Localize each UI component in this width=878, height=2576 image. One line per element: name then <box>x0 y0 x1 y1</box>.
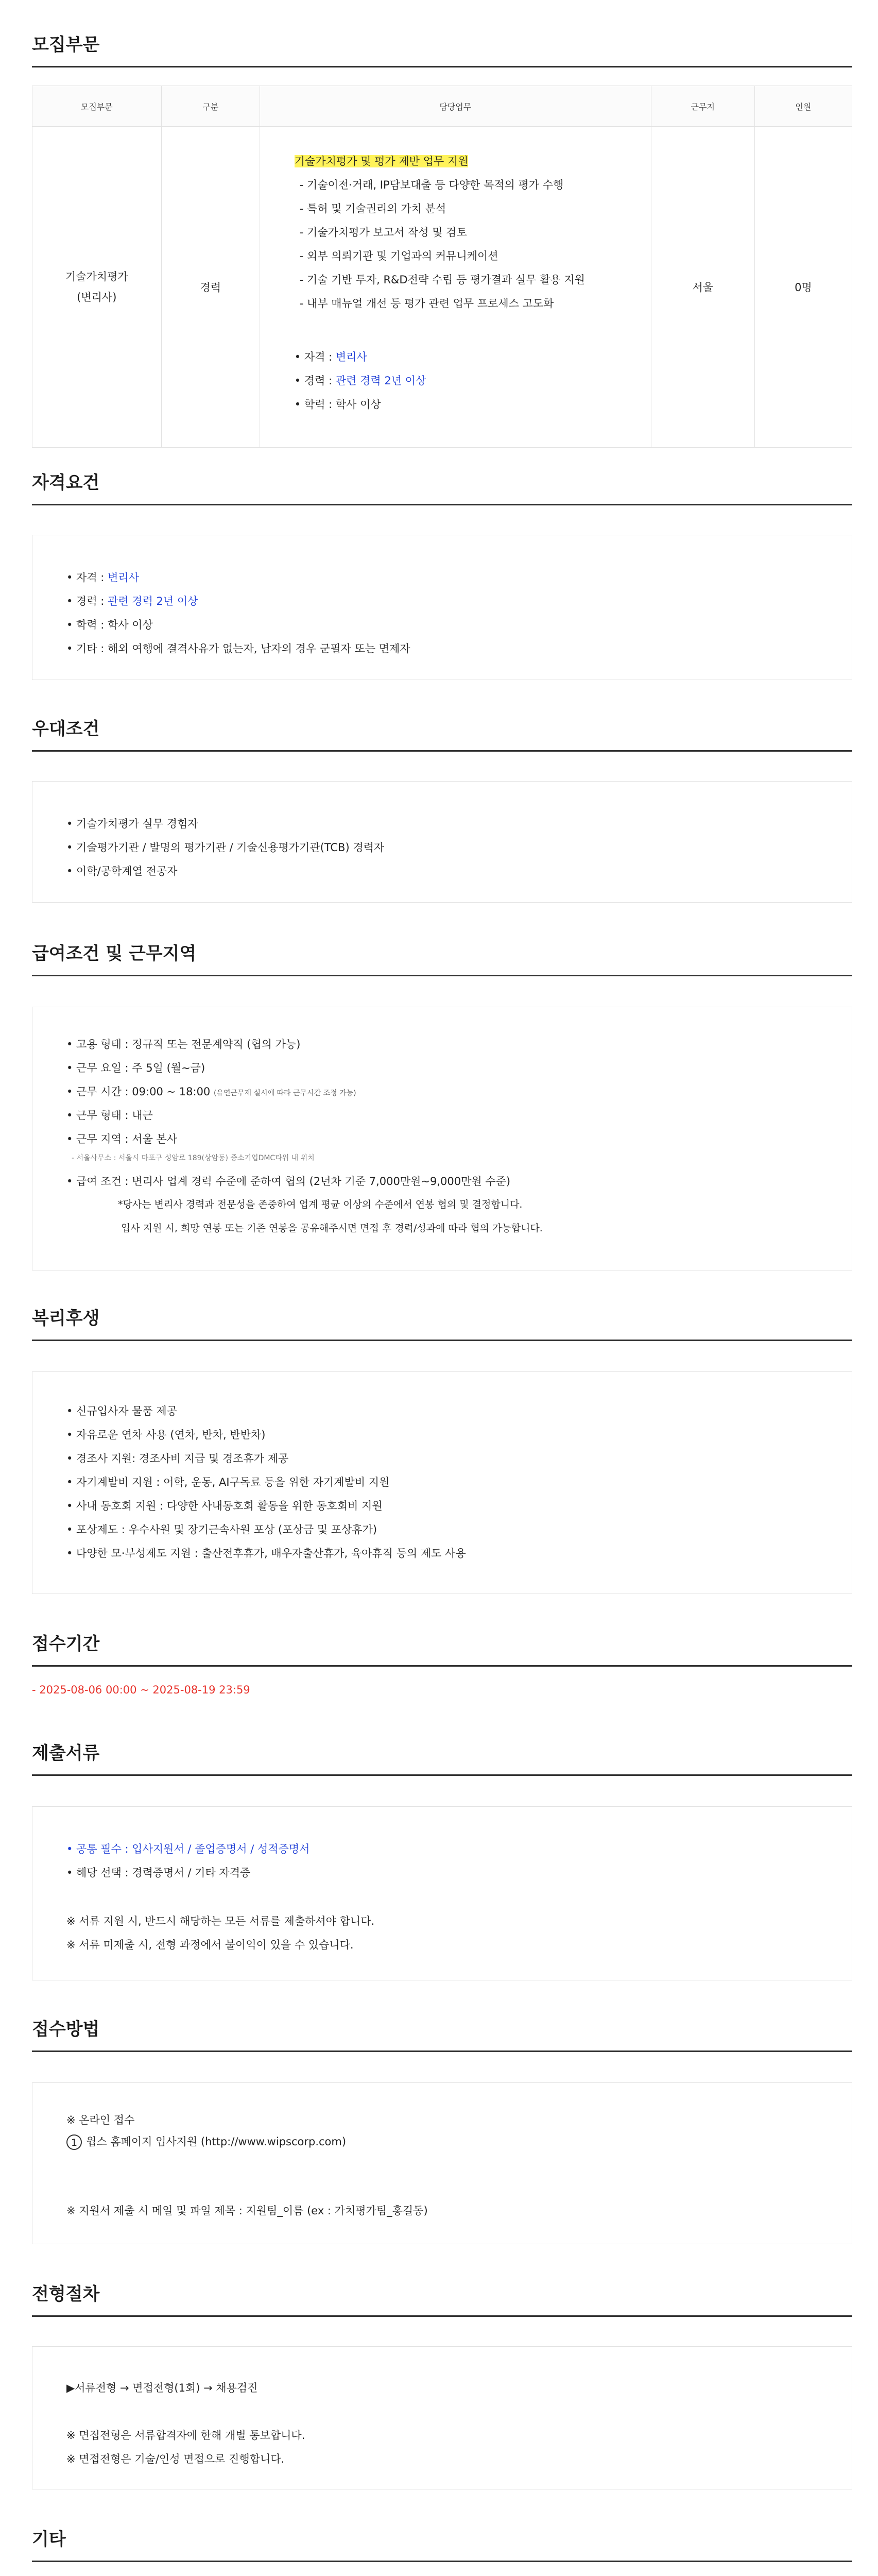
type-cell: 경력 <box>161 127 260 448</box>
duty-item: - 기술이전·거래, IP담보대출 등 다양한 목적의 평가 수행 <box>299 179 564 191</box>
work-days: • 근무 요일 : 주 5일 (월~금) <box>66 1062 205 1074</box>
recruit-table-area <box>32 86 852 446</box>
online-apply: ※ 온라인 접수 <box>66 2114 135 2126</box>
salary-section <box>32 941 852 976</box>
duty-item: - 특허 및 기술권리의 가치 분석 <box>299 202 446 215</box>
process-title: 전형절차 <box>32 2284 100 2304</box>
process-note: ※ 면접전형은 기술/인성 면접으로 진행합니다. <box>66 2453 285 2465</box>
qualification-title: 자격요건 <box>32 472 100 493</box>
recruit-section <box>32 32 852 67</box>
documents-section <box>32 1740 852 1776</box>
welfare-item: • 포상제도 : 우수사원 및 장기근속사원 포상 (포상금 및 포상휴가) <box>66 1523 377 1536</box>
qualification-box <box>32 535 852 680</box>
welfare-title: 복리후생 <box>32 1308 100 1329</box>
pay-note: *당사는 변리사 경력과 전문성을 존중하여 업계 평균 이상의 수준에서 연봉 협의 및 결정합니다. <box>118 1199 523 1210</box>
apply-step <box>66 2133 346 2150</box>
duty-req-exp: • 경력 : 관련 경력 2년 이상 <box>294 375 426 387</box>
divider <box>32 2561 852 2562</box>
field-line1: 기술가치평가 <box>65 270 128 283</box>
divider <box>32 1774 852 1776</box>
method-box <box>32 2082 852 2244</box>
salary-box <box>32 1007 852 1270</box>
duty-item: - 외부 의뢰기관 및 기업과의 커뮤니케이션 <box>299 250 498 262</box>
etc-section <box>32 2527 852 2562</box>
work-area: • 근무 지역 : 서울 본사 <box>66 1133 178 1145</box>
welfare-item: • 자기계발비 지원 : 어학, 운동, AI구독료 등을 위한 자기계발비 지원 <box>66 1476 390 1488</box>
header-duty: 담당업무 <box>260 86 651 127</box>
required-docs: • 공통 필수 : 입사지원서 / 졸업증명서 / 성적증명서 <box>66 1843 310 1855</box>
welfare-box <box>32 1371 852 1594</box>
duty-req-qual: • 자격 : 변리사 <box>294 351 367 363</box>
documents-box <box>32 1806 852 1980</box>
process-note: ※ 면접전형은 서류합격자에 한해 개별 통보합니다. <box>66 2429 305 2442</box>
divider <box>32 975 852 976</box>
welfare-item: • 자유로운 연차 사용 (연차, 반차, 반반차) <box>66 1429 266 1441</box>
period-value: - 2025-08-06 00:00 ~ 2025-08-19 23:59 <box>32 1684 250 1696</box>
process-section <box>32 2281 852 2317</box>
documents-title: 제출서류 <box>32 1743 100 1764</box>
preferred-title: 우대조건 <box>32 719 100 739</box>
preferred-box <box>32 781 852 903</box>
field-line2: (변리사) <box>77 291 117 303</box>
mail-title-note: ※ 지원서 제출 시 메일 및 파일 제목 : 지원팀_이름 (ex : 가치평가팀_홍길동) <box>66 2205 428 2217</box>
etc-item: • 기타 : 해외 여행에 결격사유가 없는자, 남자의 경우 군필자 또는 면제자 <box>66 642 410 655</box>
divider <box>32 750 852 752</box>
preferred-item: • 기술평가기관 / 발명의 평가기관 / 기술신용평가기관(TCB) 경력자 <box>66 841 385 854</box>
duty-item: - 내부 매뉴얼 개선 등 평가 관련 업무 프로세스 고도화 <box>299 297 554 310</box>
welfare-item: • 다양한 모·부성제도 지원 : 출산전후휴가, 배우자출산휴가, 육아휴직 등의 제도 사용 <box>66 1547 466 1560</box>
divider <box>32 2315 852 2317</box>
divider <box>32 1665 852 1667</box>
preferred-item: • 기술가치평가 실무 경험자 <box>66 818 198 830</box>
welfare-section <box>32 1306 852 1341</box>
duty-req-edu: • 학력 : 학사 이상 <box>294 398 381 411</box>
etc-title: 기타 <box>32 2529 66 2550</box>
welfare-item: • 경조사 지원: 경조사비 지급 및 경조휴가 제공 <box>66 1452 289 1465</box>
field-cell <box>32 127 162 448</box>
process-box <box>32 2346 852 2489</box>
pay-note: 입사 지원 시, 희망 연봉 또는 기존 연봉을 공유해주시면 면접 후 경력/성과에 따라 협의 가능합니다. <box>121 1223 543 1234</box>
welfare-item: • 사내 동호회 지원 : 다양한 사내동호회 활동을 위한 동호회비 지원 <box>66 1500 383 1512</box>
method-section <box>32 2016 852 2052</box>
docs-note: ※ 서류 지원 시, 반드시 해당하는 모든 서류를 제출하셔야 합니다. <box>66 1915 375 1927</box>
method-title: 접수방법 <box>32 2019 100 2040</box>
work-form: • 근무 형태 : 내근 <box>66 1109 153 1122</box>
header-headcount: 인원 <box>754 86 852 127</box>
exp-item: • 경력 : 관련 경력 2년 이상 <box>66 595 198 607</box>
duty-item: - 기술 기반 투자, R&D전략 수립 등 평가결과 실무 활용 지원 <box>299 274 585 286</box>
header-field: 모집부문 <box>32 86 162 127</box>
divider <box>32 66 852 67</box>
qual-item: • 자격 : 변리사 <box>66 571 139 584</box>
header-type: 구분 <box>161 86 260 127</box>
pay-condition: • 급여 조건 : 변리사 업계 경력 수준에 준하여 협의 (2년차 기준 7,000만원~9,000만원 수준) <box>66 1175 511 1188</box>
header-location: 근무지 <box>651 86 754 127</box>
docs-note: ※ 서류 미제출 시, 전형 과정에서 불이익이 있을 수 있습니다. <box>66 1939 354 1951</box>
duty-heading: 기술가치평가 및 평가 제반 업무 지원 <box>294 155 469 167</box>
preferred-section <box>32 716 852 752</box>
step-number-icon: 1 <box>66 2134 82 2150</box>
office-address: - 서울사무소 : 서울시 마포구 성암로 189(상암동) 중소기업DMC타워 내 위치 <box>72 1154 315 1162</box>
welfare-item: • 신규입사자 물품 제공 <box>66 1405 177 1417</box>
work-hours: • 근무 시간 : 09:00 ~ 18:00 (유연근무제 실시에 따라 근무시간 조정 가능) <box>66 1086 356 1098</box>
duty-item: - 기술가치평가 보고서 작성 및 검토 <box>299 226 467 239</box>
headcount-cell: 0명 <box>754 127 852 448</box>
edu-item: • 학력 : 학사 이상 <box>66 619 153 631</box>
employment-type: • 고용 형태 : 정규직 또는 전문계약직 (협의 가능) <box>66 1038 301 1050</box>
qualification-section <box>32 470 852 505</box>
process-flow: ▶서류전형 → 면접전형(1회) → 채용검진 <box>66 2382 258 2394</box>
period-section <box>32 1631 852 1667</box>
recruit-table <box>32 86 852 448</box>
recruit-title: 모집부문 <box>32 35 100 55</box>
period-title: 접수기간 <box>32 1634 100 1654</box>
apply-link[interactable]: 윕스 홈페이지 입사지원 (http://www.wipscorp.com) <box>86 2136 347 2148</box>
location-cell: 서울 <box>651 127 754 448</box>
divider <box>32 2050 852 2052</box>
divider <box>32 1340 852 1341</box>
optional-docs: • 해당 선택 : 경력증명서 / 기타 자격증 <box>66 1867 251 1879</box>
preferred-item: • 이학/공학계열 전공자 <box>66 865 178 877</box>
salary-title: 급여조건 및 근무지역 <box>32 943 197 964</box>
duty-cell <box>260 127 651 448</box>
divider <box>32 504 852 505</box>
